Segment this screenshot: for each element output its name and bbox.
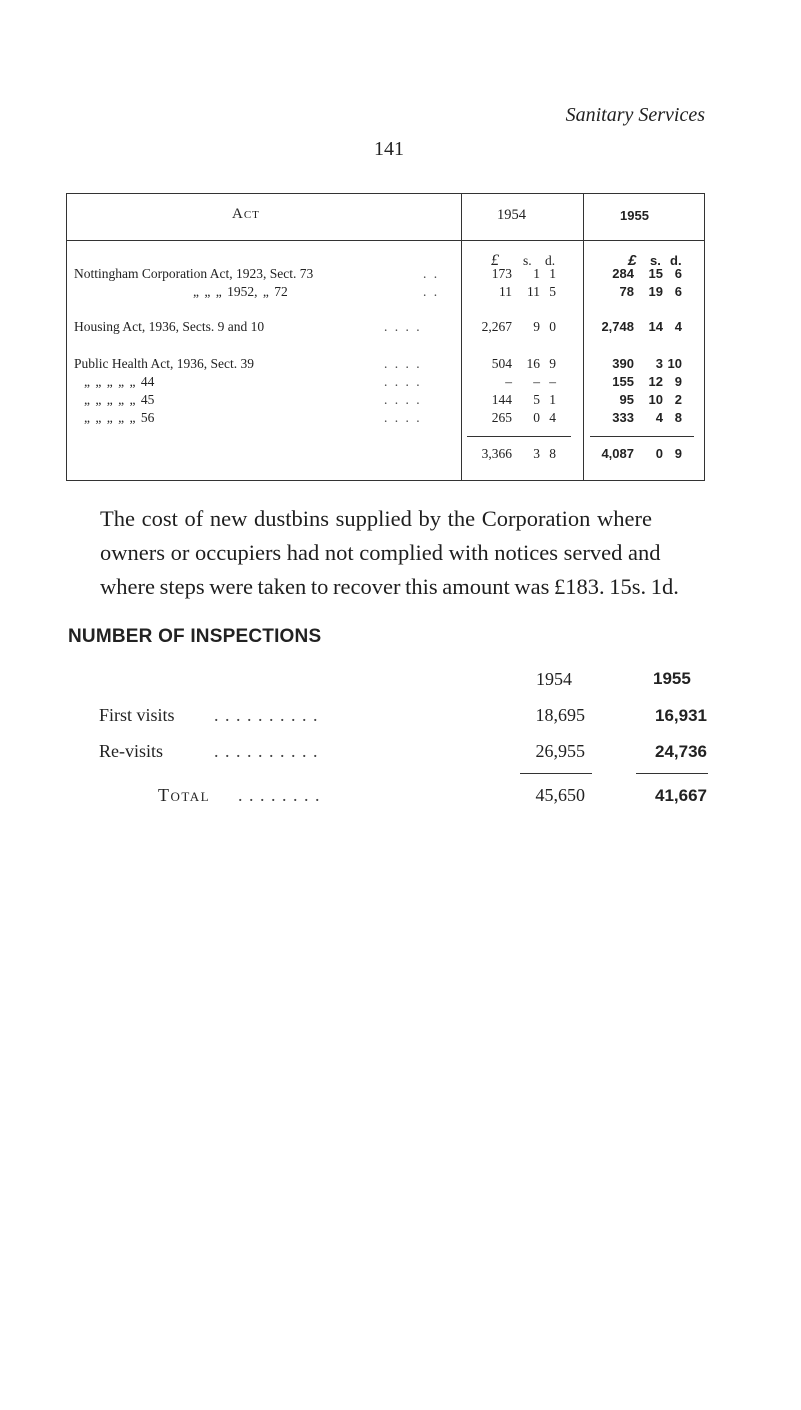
amount-1955-shillings: 3 (655, 356, 663, 371)
amount-1955-pounds: 333 (612, 410, 634, 425)
amount-1954-pence: 9 (549, 356, 556, 371)
amount-1955-pence: 8 (674, 410, 682, 425)
amount-1954-pounds: 173 (491, 266, 512, 281)
leader-dots: . . . . (384, 392, 422, 407)
amount-1954-pounds: 11 (499, 284, 512, 299)
paragraph-line: owners or occupiers had not complied with notices served and (100, 540, 661, 565)
sum-rule-1955 (590, 436, 694, 437)
header-1954: 1954 (497, 207, 526, 223)
running-head: Sanitary Services (565, 104, 705, 126)
inspections-sum-rule-1955 (636, 773, 708, 774)
leader-dots: . . . . . . . . . . (214, 741, 319, 761)
amount-1955-pence: 10 (667, 356, 682, 371)
amount-1955-shillings: 10 (648, 392, 663, 407)
first-visits-1955: 16,931 (655, 706, 707, 725)
amount-1954-shillings: 16 (526, 356, 540, 371)
act-header: Act (232, 206, 260, 222)
amount-1954-pence: 1 (549, 266, 556, 281)
leader-dots: . . (423, 284, 440, 299)
header-1955: 1955 (620, 208, 649, 223)
inspections-sum-rule-1954 (520, 773, 592, 774)
first-visits-1954: 18,695 (535, 705, 585, 725)
amount-1954-pence: 5 (549, 284, 556, 299)
amount-1955-shillings: 12 (648, 374, 663, 389)
amount-1955-shillings: 4 (655, 410, 663, 425)
leader-dots: . . . . (384, 356, 422, 371)
col-divider-1954 (461, 193, 462, 481)
first-visits-label: First visits (99, 705, 175, 725)
amount-1955-pence: 6 (674, 266, 682, 281)
amount-1954-shillings: – (533, 374, 540, 389)
total-1954-pounds: 3,366 (481, 446, 512, 461)
leader-dots: . . . . . . . . (238, 785, 321, 805)
amount-1954-pence: – (549, 374, 556, 389)
act-row-label: Nottingham Corporation Act, 1923, Sect. 73 (74, 266, 314, 281)
amount-1955-pounds: 155 (612, 374, 634, 389)
inspections-title: NUMBER OF INSPECTIONS (68, 626, 322, 647)
total-1955-pence: 9 (674, 446, 682, 461)
total-1954-shillings: 3 (533, 446, 540, 461)
amount-1955-shillings: 19 (648, 284, 663, 299)
table-header-rule (66, 240, 705, 241)
leader-dots: . . . . (384, 410, 422, 425)
inspections-header-1955: 1955 (653, 669, 691, 688)
costs-table (0, 0, 801, 500)
amount-1955-pounds: 2,748 (601, 319, 634, 334)
amount-1955-shillings: 15 (648, 266, 663, 281)
amount-1955-pence: 2 (674, 392, 682, 407)
total-1955-shillings: 0 (655, 446, 663, 461)
sum-rule-1954 (467, 436, 571, 437)
amount-1954-shillings: 1 (533, 266, 540, 281)
amount-1954-pounds: 504 (491, 356, 512, 371)
amount-1955-shillings: 14 (648, 319, 663, 334)
amount-1954-pence: 1 (549, 392, 556, 407)
table-right-rule (704, 193, 705, 481)
col-divider-1955 (583, 193, 584, 481)
amount-1954-pounds: 265 (491, 410, 512, 425)
pounds-symbol-1955: £ (628, 252, 637, 269)
act-row-label: Housing Act, 1936, Sects. 9 and 10 (74, 319, 265, 334)
dustbin-cost-paragraph (100, 502, 708, 604)
amount-1955-pence: 6 (674, 284, 682, 299)
amount-1954-pence: 4 (549, 410, 556, 425)
act-row-label: „ „ „ „ „ 45 (84, 392, 155, 407)
leader-dots: . . . . (384, 319, 422, 334)
inspections-total-1955: 41,667 (655, 786, 707, 805)
total-1955-pounds: 4,087 (601, 446, 634, 461)
act-row-label: „ „ „ 1952, „ 72 (193, 284, 288, 299)
re-visits-1954: 26,955 (535, 741, 585, 761)
page-number: 141 (374, 138, 404, 160)
total-1954-pence: 8 (549, 446, 556, 461)
act-row-label: „ „ „ „ „ 44 (84, 374, 155, 389)
table-left-rule (66, 193, 67, 481)
leader-dots: . . (423, 266, 440, 281)
paragraph-line: where steps were taken to recover this amount was £183. 15s. 1d. (100, 574, 679, 599)
shillings-symbol-1955: s. (650, 253, 661, 268)
inspections-header-1954: 1954 (536, 669, 572, 689)
amount-1954-pounds: – (505, 374, 512, 389)
leader-dots: . . . . . . . . . . (214, 705, 319, 725)
amount-1955-pence: 4 (674, 319, 682, 334)
amount-1955-pounds: 284 (612, 266, 634, 281)
amount-1954-pounds: 2,267 (481, 319, 512, 334)
amount-1954-shillings: 0 (533, 410, 540, 425)
amount-1954-pence: 0 (549, 319, 556, 334)
amount-1955-pounds: 95 (619, 392, 634, 407)
table-bottom-rule (66, 480, 705, 481)
amount-1954-shillings: 9 (533, 319, 540, 334)
inspections-total-label: Total (158, 785, 211, 805)
shillings-symbol-1954: s. (523, 253, 532, 268)
inspections-total-1954: 45,650 (535, 785, 585, 805)
pounds-symbol-1954: £ (491, 252, 499, 269)
pence-symbol-1954: d. (545, 253, 556, 268)
amount-1954-pounds: 144 (491, 392, 512, 407)
re-visits-1955: 24,736 (655, 742, 707, 761)
amount-1954-shillings: 5 (533, 392, 540, 407)
pence-symbol-1955: d. (670, 253, 682, 268)
paragraph-line: The cost of new dustbins supplied by the Corporation where (100, 506, 653, 531)
amount-1955-pounds: 390 (612, 356, 634, 371)
amount-1954-shillings: 11 (527, 284, 540, 299)
act-row-label: „ „ „ „ „ 56 (84, 410, 155, 425)
act-row-label: Public Health Act, 1936, Sect. 39 (74, 356, 254, 371)
amount-1955-pounds: 78 (619, 284, 634, 299)
table-top-rule (66, 193, 705, 194)
amount-1955-pence: 9 (674, 374, 682, 389)
leader-dots: . . . . (384, 374, 422, 389)
re-visits-label: Re-visits (99, 741, 164, 761)
